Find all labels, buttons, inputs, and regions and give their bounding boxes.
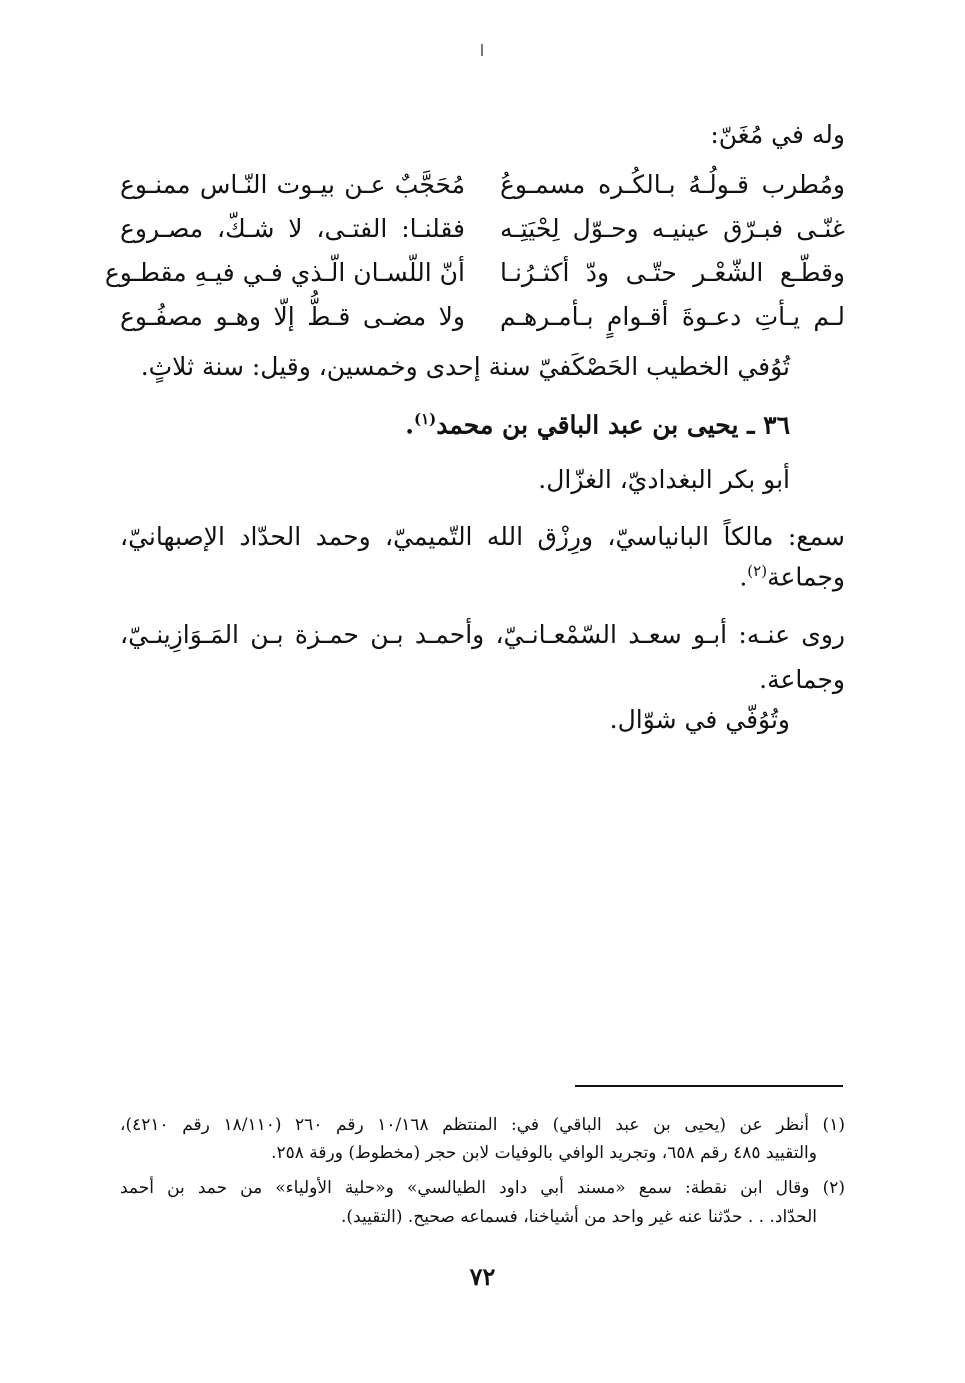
verse-2-first-hemistich: غنّـى فبـرّق عينيـه وحـوّل لِحْيَتِـه: [500, 214, 845, 243]
page-number: ٧٢: [469, 1262, 496, 1291]
verse-2: [120, 214, 845, 258]
verse-3-second-hemistich: أنّ اللّسـان الّـذي فـي فيـهِ مقطـوع: [104, 258, 465, 287]
entry-title-end: .: [405, 410, 414, 440]
verse-3-first-hemistich: وقطّـع الشّعْـر حتّـى ودّ أكثـرُنـا: [500, 258, 845, 287]
verse-1-second-hemistich: مُحَجَّبٌ عـن بيـوت النّـاس ممنـوع: [120, 170, 465, 199]
footnote-ref-1: (١): [413, 410, 437, 428]
footnote-separator: [575, 1085, 843, 1087]
verse-1: [120, 170, 845, 214]
footnote-ref-2: (٢): [747, 562, 768, 580]
heard-from-end: .: [739, 562, 748, 592]
verse-4-first-hemistich: لـم يـأتِ دعـوةَ أقـوامٍ بـأمـرهـم: [500, 302, 845, 331]
entry-title-text: ٣٦ ـ يحيى بن عبد الباقي بن محمد: [436, 410, 790, 440]
verse-2-second-hemistich: فقلنـا: الفتـى، لا شـكّ، مصـروع: [120, 214, 465, 243]
death-note: تُوُفي الخطيب الحَصْكَفيّ سنة إحدى وخمسين، وقيل: سنة ثلاثٍ.: [140, 352, 790, 381]
narrated-line-1: روى عنـه: أبـو سعـد السّمْعـانـيّ، وأحمـد بـن حمـزة بـن المَـوَازِينـيّ،: [120, 620, 845, 649]
footnote-2-line-1: (٢) وقال ابن نقطة: سمع «مسند أبي داود الطيالسي» و«حلية الأولياء» من حمد بن أحمد: [120, 1178, 845, 1198]
verse-1-first-hemistich: ومُطرب قـولُـهُ بـالكُـره مسمـوعُ: [500, 170, 845, 199]
verse-4: [120, 302, 845, 346]
entry-title: [405, 410, 790, 440]
verse-4-second-hemistich: ولا مضـى قـطُّ إلّا وهـو مصفُـوع: [120, 302, 465, 331]
heard-from-line-2: [739, 562, 845, 592]
verse-3: [104, 258, 845, 302]
top-mark: [481, 44, 483, 56]
footnote-1-line-2: والتقييد ٤٨٥ رقم ٦٥٨، وتجريد الوافي بالوفيات لابن حجر (مخطوط) ورقة ٢٥٨.: [271, 1143, 817, 1163]
poem-intro: وله في مُغَنّ:: [710, 120, 845, 149]
entry-kunya: أبو بكر البغداديّ، الغزّال.: [538, 465, 790, 494]
narrated-line-2: وجماعة.: [759, 665, 845, 694]
footnote-2-line-2: الحدّاد. . . حدّثنا عنه غير واحد من أشياخنا، فسماعه صحيح. (التقييد).: [341, 1207, 817, 1227]
heard-from-text: وجماعة: [767, 562, 845, 592]
footnote-1-line-1: (١) أنظر عن (يحيى بن عبد الباقي) في: المنتظم ١٠/١٦٨ رقم ٢٦٠ (١٨/١١٠ رقم ٤٢١٠)،: [120, 1115, 845, 1135]
entry-death: وتُوُفّي في شوّال.: [609, 705, 790, 734]
heard-from-line-1: سمع: مالكاً البانياسيّ، ورِزْق الله التّميميّ، وحمد الحدّاد الإصبهانيّ،: [120, 522, 845, 551]
